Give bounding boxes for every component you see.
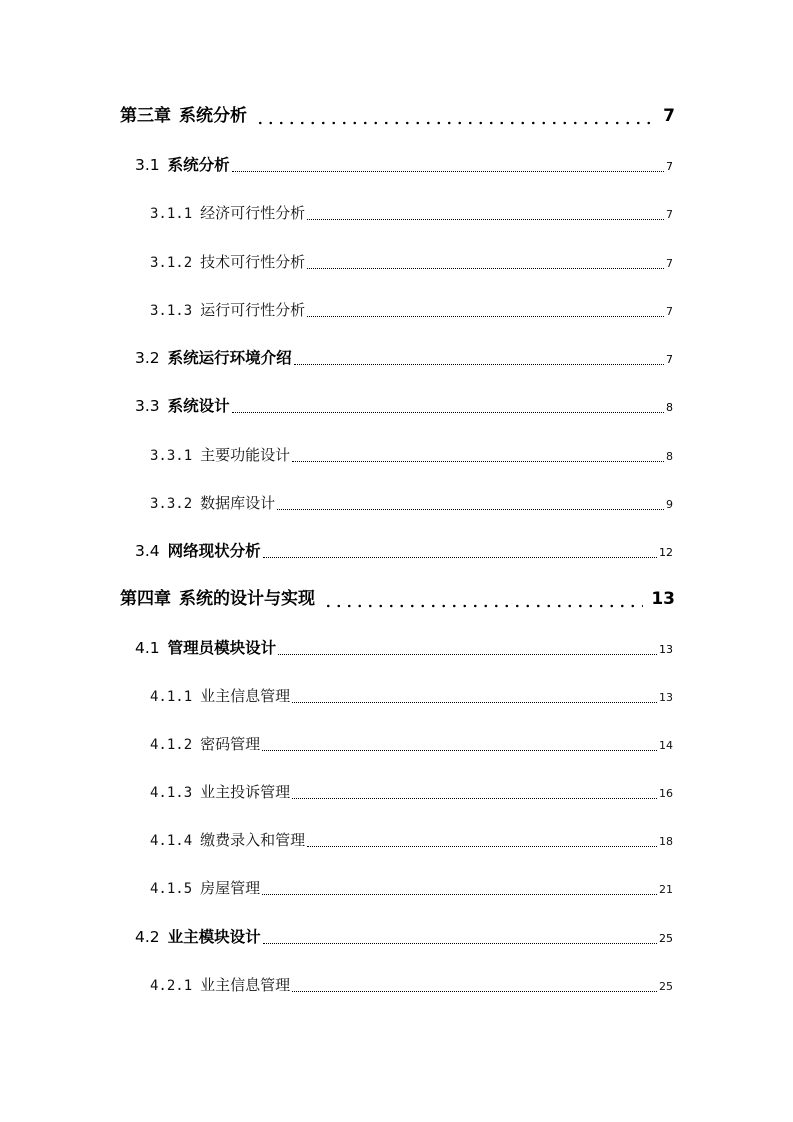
toc-entry-number: 3.1.2 [150,255,193,271]
toc-leader-dots [307,827,657,853]
toc-entry-number: 4.1.3 [150,785,193,801]
toc-entry-title: 系统设计 [167,397,230,415]
toc-entry-page: 9 [666,498,673,511]
toc-entry[interactable] [150,731,673,757]
toc-entry-page: 13 [659,643,673,656]
toc-leader-dots [278,635,657,661]
toc-entry-label [150,731,260,758]
toc-entry-page: 13 [651,589,675,609]
toc-entry-label [120,586,315,612]
toc-entry-number: 3.1.3 [150,303,193,319]
toc-entry-page: 7 [666,208,673,221]
toc-entry-page: 21 [659,883,673,896]
toc-entry-number: 3.3.1 [150,448,193,464]
toc-entry-number: 4.1.4 [150,833,193,849]
toc-entry[interactable] [150,779,673,805]
toc-entry-title: 密码管理 [200,735,261,753]
toc-entry-title: 业主信息管理 [200,976,291,994]
toc-leader-dots [263,924,657,950]
toc-leader-dots [307,297,664,323]
toc-entry-page: 7 [666,305,673,318]
toc-entry-page: 8 [666,401,673,414]
toc-entry-label [135,345,292,371]
toc-entry[interactable] [150,972,673,998]
toc-leader-dots [292,972,657,998]
toc-leader-dots [321,586,643,612]
toc-entry-label [135,924,261,950]
toc-entry-label [135,393,230,419]
toc-leader-dots [292,683,657,709]
toc-entry[interactable] [150,200,673,226]
toc-entry-title: 技术可行性分析 [200,253,306,271]
toc-entry-number: 4.1 [135,639,160,657]
toc-entry-title: 经济可行性分析 [200,204,306,222]
toc-leader-dots [232,152,664,178]
toc-entry[interactable] [135,538,673,564]
toc-entry-title: 运行可行性分析 [200,301,306,319]
toc-entry-number: 第三章 [120,106,171,126]
toc-entry-title: 数据库设计 [200,494,276,512]
toc-entry[interactable] [150,875,673,901]
toc-entry-label [150,827,305,854]
toc-entry-page: 16 [659,787,673,800]
toc-entry-title: 系统分析 [179,106,247,126]
toc-entry-number: 3.2 [135,349,160,367]
toc-entry-number: 4.1.1 [150,689,193,705]
toc-entry-number: 4.1.5 [150,881,193,897]
toc-entry-label [135,635,276,661]
toc-entry-page: 18 [659,835,673,848]
toc-entry[interactable] [135,152,673,178]
toc-entry-page: 25 [659,980,673,993]
toc-entry-label [135,152,230,178]
toc-leader-dots [294,345,664,371]
toc-entry-title: 业主投诉管理 [200,783,291,801]
toc-entry[interactable] [135,924,673,950]
toc-entry-label [150,297,305,324]
toc-entry-number: 4.1.2 [150,737,193,753]
toc-entry[interactable] [120,586,675,612]
toc-entry[interactable] [150,297,673,323]
toc-entry-number: 4.2.1 [150,978,193,994]
toc-entry-title: 系统运行环境介绍 [167,349,292,367]
toc-entry-label [150,490,275,517]
toc-entry-number: 4.2 [135,928,160,946]
toc-entry-page: 7 [666,160,673,173]
toc-entry[interactable] [150,490,673,516]
toc-entry[interactable] [150,683,673,709]
toc-leader-dots [262,875,657,901]
toc-leader-dots [277,490,664,516]
toc-entry-page: 7 [663,106,675,126]
toc-entry-label [150,875,260,902]
toc-leader-dots [253,103,655,129]
toc-entry-label [150,249,305,276]
toc-entry-number: 3.1 [135,156,160,174]
toc-entry-page: 12 [659,546,673,559]
toc-entry-label [120,103,247,129]
toc-entry-title: 系统分析 [167,156,230,174]
toc-leader-dots [292,779,657,805]
toc-entry-label [150,683,290,710]
toc-entry-label [135,538,261,564]
toc-entry-label [150,200,305,227]
toc-entry-label [150,972,290,999]
toc-entry[interactable] [150,442,673,468]
toc-entry-title: 缴费录入和管理 [200,831,306,849]
toc-entry-title: 业主模块设计 [167,928,261,946]
toc-entry[interactable] [135,345,673,371]
toc-leader-dots [292,442,664,468]
toc-entry-page: 14 [659,739,673,752]
toc-entry[interactable] [135,393,673,419]
toc-entry-title: 业主信息管理 [200,687,291,705]
toc-leader-dots [262,731,657,757]
toc-entry[interactable] [120,103,675,129]
toc-entry-number: 第四章 [120,589,171,609]
toc-entry-number: 3.3 [135,397,160,415]
toc-entry[interactable] [135,635,673,661]
toc-entry-label [150,779,290,806]
toc-entry-title: 房屋管理 [200,879,261,897]
toc-entry-number: 3.3.2 [150,496,193,512]
toc-entry-page: 13 [659,691,673,704]
toc-entry[interactable] [150,249,673,275]
toc-leader-dots [307,249,664,275]
toc-leader-dots [263,538,657,564]
toc-entry-title: 主要功能设计 [200,446,291,464]
toc-entry-number: 3.1.1 [150,206,193,222]
toc-leader-dots [307,200,664,226]
toc-entry-page: 8 [666,450,673,463]
toc-entry-page: 25 [659,932,673,945]
toc-entry-title: 系统的设计与实现 [179,589,315,609]
toc-entry-page: 7 [666,257,673,270]
toc-entry-page: 7 [666,353,673,366]
toc-entry-title: 网络现状分析 [167,542,261,560]
toc-entry-number: 3.4 [135,542,160,560]
toc-entry-title: 管理员模块设计 [167,639,277,657]
toc-leader-dots [232,393,664,419]
toc-entry-label [150,442,290,469]
toc-entry[interactable] [150,827,673,853]
